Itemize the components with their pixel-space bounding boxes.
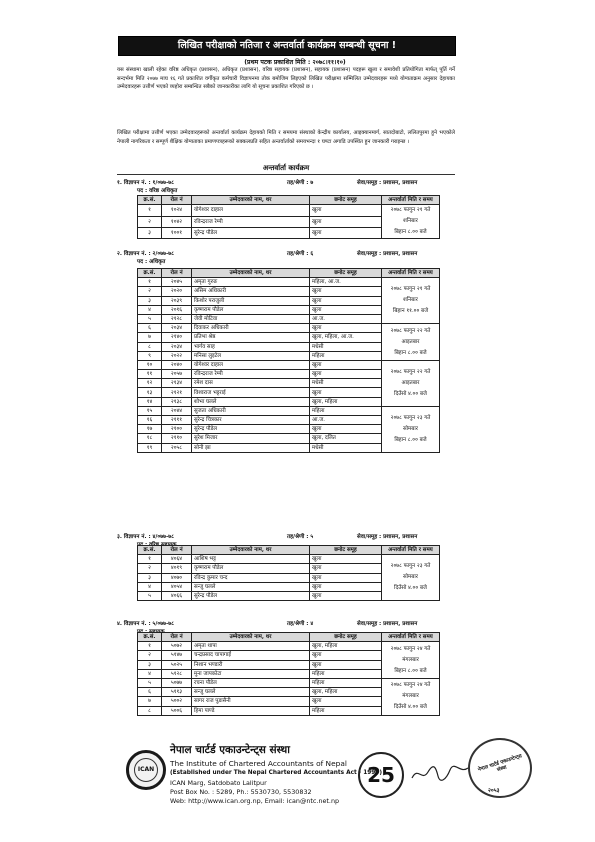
org-contact: Post Box No. : 5289, Ph.: 5530730, 5530832 [170,788,312,796]
cell-name: मुना जापकोटा [192,669,310,678]
cell-group: खुला [310,360,382,369]
cell-group: खुला [310,591,382,600]
schedule-line: बिहान ११.०० बजे [392,308,429,315]
cell-name: सुरेन्द्र चित्रकार [192,416,310,425]
cell-name: निशान भण्डारी [192,660,310,669]
cell-name: प्रतिभा श्रेष्ठ [192,333,310,342]
cell-name: असिम अधिकारी [192,287,310,296]
cell-sn: २ [138,216,162,227]
cell-name: सन्जु घलले [192,688,310,697]
section-level: तह/श्रेणी : ६ [287,251,314,257]
section-post: पद : वरिष्ठ अधिकृत [137,188,178,194]
cell-group: महिला [310,669,382,678]
section-service: सेवा/समूह : प्रशासन, प्रशासन [357,251,418,257]
cell-sn: ३ [138,660,162,669]
section-post: पद : अधिकृत [137,259,166,265]
schedule-line: सोमबार [403,425,418,432]
cell-group: महिला [310,351,382,360]
cell-group: खुला, महिला, आ.ज. [310,333,382,342]
program-title: अन्तर्वार्ता कार्यक्रम [117,164,455,175]
cell-name: सुरेन्द्र पौडेल [192,227,310,238]
cell-name: मनिसा लुइटेल [192,351,310,360]
cell-roll: १००१ [162,227,192,238]
candidate-table [137,545,440,601]
cell-group: खुला [310,296,382,305]
cell-group: मधेसी [310,379,382,388]
cell-sn: ७ [138,333,162,342]
cell-group: खुला [310,564,382,573]
section-ad-line: १. विज्ञापन नं. : १/०७७-७८ [117,180,175,186]
cell-sn: ४ [138,669,162,678]
cell-sn: ४ [138,305,162,314]
publish-date: (प्रथम पटक प्रकाशित मिति : २०७८।११।१०) [244,59,346,66]
cell-name: रचना पौडेल [192,678,310,687]
cell-sn: १२ [138,379,162,388]
instruction-paragraph: लिखित परीक्षामा उत्तीर्ण भएका उम्मेदवारहरूको अन्तर्वार्ता कार्यक्रम देहायको मिति र समयमा संस्थाको केन्द्रीय कार्यालय, आइक्यानमार्ग, सातदोबाटो, ललितपुरमा हुने भएकोले नेपाली नागरिकता र सम्पूर्ण शैक्षिक योग्यताका प्रमाणपत्रहरूको सक्कलप्रति सहित अन्तर्वार्ताको समयभन्दा १ घण्टा अगाडि उपस्थित हुन जानकारी गराइन्छ । [117,130,455,145]
cell-name: चन्द्रप्रसाद चापागाईं [192,651,310,660]
section-level: तह/श्रेणी : ५ [287,534,314,540]
cell-roll: २०४५ [162,278,192,287]
table-row [138,678,440,687]
cell-group: खुला [310,305,382,314]
header-schedule: अन्तर्वार्ता मिति र समय [382,269,440,278]
cell-sn: ५ [138,591,162,600]
cell-roll: ५००६ [162,706,192,715]
org-established: (Established under The Nepal Chartered Accountants Act - 1997) [170,770,383,776]
cell-sn: ३ [138,227,162,238]
cell-name: दिवाकर अधिकारी [192,324,310,333]
schedule-line: दिउँसो ४.०० बजे [394,390,427,397]
schedule-line: २०७८ फागुन २३ गते [390,563,431,570]
cell-roll: २०२० [162,287,192,296]
cell-roll: २१२१ [162,388,192,397]
table-row [138,555,440,564]
cell-group: खुला [310,660,382,669]
interview-schedule [382,678,440,715]
cell-sn: ४ [138,582,162,591]
ican-logo [126,750,166,790]
cell-sn: १७ [138,425,162,434]
header-schedule: अन्तर्वार्ता मिति र समय [382,546,440,555]
table-row [138,360,440,369]
cell-name: सुरेन्द्र पौडेल [192,425,310,434]
cell-group: खुला [310,573,382,582]
section-service: सेवा/समूह : प्रशासन, प्रशासन [357,180,418,186]
cell-sn: १५ [138,406,162,415]
cell-sn: १ [138,205,162,216]
schedule-line: बिहान ८.०० बजे [394,667,427,674]
cell-sn: ५ [138,678,162,687]
schedule-line: २०७८ फागुन २४ गते [390,682,431,689]
cell-group: महिला, आ.ज. [310,278,382,287]
cell-roll: २१३८ [162,397,192,406]
schedule-line: आइतबार [401,379,420,386]
interview-schedule [382,324,440,361]
cell-sn: १८ [138,434,162,443]
cell-name: भार्गव साह [192,342,310,351]
table-row [138,278,440,287]
cell-roll: २१०० [162,425,192,434]
cell-sn: २ [138,564,162,573]
stamp-year: २०५३ [488,788,500,794]
cell-group: आ.ज. [310,314,382,323]
cell-group: खुला, महिला [310,688,382,697]
header-name: उम्मेदवारको नाम, थर [192,269,310,278]
cell-name: शोभा घलले [192,397,310,406]
cell-name: कृष्णराम पौडेल [192,564,310,573]
schedule-line: बिहान ८.०० बजे [394,229,427,236]
cell-roll: ४०७० [162,573,192,582]
cell-roll: २०३९ [162,296,192,305]
section-ad-line: ४. विज्ञापन नं. : ५/०७७-७८ [117,621,175,627]
cell-group: खुला [310,582,382,591]
official-stamp [468,738,532,798]
cell-name: रविन्द्रराज रेग्मी [192,216,310,227]
header-roll: रोल नं [162,196,192,205]
cell-sn: १३ [138,388,162,397]
cell-roll: १०२४ [162,205,192,216]
cell-group: महिला [310,678,382,687]
cell-roll: ४०५४ [162,582,192,591]
cell-roll: ५००२ [162,697,192,706]
cell-group: खुला, महिला [310,397,382,406]
cell-roll: २०५७ [162,370,192,379]
cell-sn: ८ [138,342,162,351]
cell-roll: २१४० [162,333,192,342]
schedule-line: २०७८ फागुन २४ गते [390,645,431,652]
interview-schedule [382,360,440,406]
cell-roll: ५०२५ [162,660,192,669]
header-group: छनोट समूह [310,546,382,555]
cell-sn: १४ [138,397,162,406]
cell-sn: १० [138,360,162,369]
section-service: सेवा/समूह : प्रशासन, प्रशासन [357,534,418,540]
header-roll: रोल नं [162,269,192,278]
cell-roll: ५११३ [162,688,192,697]
header-roll: रोल नं [162,633,192,642]
cell-name: हिमा पाण्डे [192,706,310,715]
section-level: तह/श्रेणी : ७ [287,180,314,186]
cell-roll: २१११ [162,416,192,425]
ican-logo-text: ICAN [134,758,158,782]
cell-roll: ५०७७ [162,678,192,687]
header-sn: क्र.सं. [138,546,162,555]
schedule-line: २०७८ फागुन २२ गते [390,327,431,334]
table-row [138,406,440,415]
section-header [117,249,457,257]
cell-sn: ६ [138,324,162,333]
cell-roll: २१२८ [162,314,192,323]
anniversary-number: 25 [367,763,395,787]
interview-schedule [382,555,440,601]
cell-name: जेवी मोटिवा [192,314,310,323]
cell-sn: ५ [138,314,162,323]
section-ad-line: २. विज्ञापन नं. : २/०७७-७८ [117,251,175,257]
header-name: उम्मेदवारको नाम, थर [192,633,310,642]
schedule-line: बिहान ८.०० बजे [394,436,427,443]
cell-group: खुला [310,697,382,706]
schedule-line: २०७८ फागुन २३ गते [390,414,431,421]
schedule-line: शनिबार [403,218,418,225]
header-sn: क्र.सं. [138,196,162,205]
cell-roll: २०३४ [162,342,192,351]
schedule-line: बिहान ८.०० बजे [394,349,427,356]
header-schedule: अन्तर्वार्ता मिति र समय [382,633,440,642]
cell-roll: ४०६६ [162,591,192,600]
header-group: छनोट समूह [310,269,382,278]
section-level: तह/श्रेणी : ४ [287,621,314,627]
cell-name: सोनी झा [192,443,310,452]
cell-roll: २०३४ [162,324,192,333]
section-header [117,619,457,627]
section-ad-line: ३. विज्ञापन नं. : ४/०७७-७८ [117,534,175,540]
cell-name: रविन्द्र कुमार चन्द [192,573,310,582]
header-roll: रोल नं [162,546,192,555]
cell-sn: ८ [138,706,162,715]
cell-roll: १०४२ [162,216,192,227]
table-row [138,642,440,651]
cell-name: किशोर पराजुली [192,296,310,305]
cell-roll: ४०६४ [162,555,192,564]
cell-roll: ४०१९ [162,564,192,573]
header-group: छनोट समूह [310,196,382,205]
schedule-line: २०७८ फागुन २१ गते [390,207,431,214]
cell-sn: १ [138,278,162,287]
table-row [138,324,440,333]
cell-name: योगेश्वर दाहाल [192,205,310,216]
cell-roll: २०४० [162,360,192,369]
cell-roll: २११० [162,434,192,443]
org-name-nepali: नेपाल चार्टर्ड एकाउन्टेन्ट्स संस्था [170,744,290,756]
header-schedule: अन्तर्वार्ता मिति र समय [382,196,440,205]
cell-group: खुला, महिला [310,642,382,651]
candidate-table [137,195,440,239]
interview-schedule [382,278,440,324]
cell-name: विश्वराज भट्टराई [192,388,310,397]
schedule-line: २०७८ फागुन २१ गते [390,286,431,293]
cell-group: खुला [310,227,382,238]
cell-sn: ६ [138,688,162,697]
cell-group: खुला [310,216,382,227]
candidate-table [137,268,440,453]
cell-name: अमृता थापा [192,642,310,651]
cell-name: सन्जु घलले [192,582,310,591]
cell-group: खुला, दलित [310,434,382,443]
cell-group: खुला [310,651,382,660]
cell-sn: २ [138,651,162,660]
notice-title: लिखित परीक्षाको नतिजा र अन्तर्वार्ता कार्यक्रम सम्बन्धी सूचना ! [118,36,456,56]
cell-group: महिला [310,706,382,715]
interview-schedule [382,205,440,239]
cell-roll: ५०७२ [162,642,192,651]
cell-name: सुरेश मिजार [192,434,310,443]
schedule-line: मंगलबार [402,693,419,700]
cell-name: अमृता गुरुङ [192,278,310,287]
cell-roll: ५१२८ [162,669,192,678]
candidate-table [137,632,440,716]
cell-group: महिला [310,406,382,415]
cell-name: सागर राज पुडासैनी [192,697,310,706]
org-web-email: Web: http://www.ican.org.np, Email: ican@ntc.net.np [170,797,340,805]
cell-group: मधेसी [310,443,382,452]
cell-group: खुला [310,287,382,296]
cell-sn: ११ [138,370,162,379]
cell-sn: ७ [138,697,162,706]
cell-group: खुला [310,388,382,397]
cell-sn: १ [138,555,162,564]
stamp-text: नेपाल चार्टर्ड एकाउन्टेन्ट्स संस्था [477,753,523,774]
cell-group: खुला [310,370,382,379]
cell-name: सुजता अधिकारी [192,406,310,415]
cell-sn: २ [138,287,162,296]
cell-group: आ.ज. [310,416,382,425]
cell-sn: ३ [138,296,162,305]
table-row [138,205,440,216]
cell-name: सुरेन्द्र पौडेल [192,591,310,600]
cell-sn: १६ [138,416,162,425]
schedule-line: २०७८ फागुन २२ गते [390,368,431,375]
anniversary-logo [358,752,404,798]
cell-roll: २०२२ [162,351,192,360]
cell-roll: २१३४ [162,379,192,388]
cell-group: मधेसी [310,342,382,351]
section-service: सेवा/समूह : प्रशासन, प्रशासन [357,621,418,627]
cell-roll: २०१६ [162,305,192,314]
schedule-line: सोमबार [403,574,418,581]
header-sn: क्र.सं. [138,269,162,278]
cell-name: कृष्णराम पौडेल [192,305,310,314]
cell-group: खुला [310,324,382,333]
schedule-line: शनिबार [403,297,418,304]
cell-roll: ५१४७ [162,651,192,660]
cell-sn: ३ [138,573,162,582]
header-sn: क्र.सं. [138,633,162,642]
interview-schedule [382,642,440,679]
cell-group: खुला [310,205,382,216]
schedule-line: मंगलबार [402,656,419,663]
cell-roll: २०५८ [162,443,192,452]
cell-name: योगेश्वर दाहाल [192,360,310,369]
org-address: ICAN Marg, Satdobato Lalitpur [170,779,267,787]
section-header [117,178,457,186]
section-header [117,532,457,540]
schedule-line: आइतबार [401,338,420,345]
cell-group: खुला [310,555,382,564]
header-name: उम्मेदवारको नाम, थर [192,546,310,555]
intro-paragraph: यस संस्थामा खाली रहेका वरिष्ठ अधिकृत (प्रशासन), अधिकृत (प्रशासन), वरिष्ठ सहायक (प्रशासन), सहायक (प्रशासन) पदहरू खुला र समावेशी प्रतियोगिता मार्फत् पूर्ति गर्ने सन्दर्भमा मिति २०७७ माघ १६ गते प्रकाशित वर्गीकृत कर्मचारी विज्ञापनमा तोक बमोजिम लिइएको लिखित परीक्षामा सम्मिलित उम्मेदवारहरू मध्ये योग्यताक्रम अनुसार देहायका उम्मेदवारहरू उत्तीर्ण भएको व्यहोरा सम्बन्धित सबैको जानकारीका लागि यो सूचना प्रकाशित गरिएको छ । [117,67,455,91]
cell-name: रमेश दास [192,379,310,388]
signature [410,764,470,784]
cell-sn: १ [138,642,162,651]
cell-sn: ९ [138,351,162,360]
cell-name: रविन्द्रराज रेग्मी [192,370,310,379]
cell-name: आशिष भट्ट [192,555,310,564]
cell-sn: १९ [138,443,162,452]
cell-roll: २०४४ [162,406,192,415]
header-group: छनोट समूह [310,633,382,642]
interview-schedule [382,406,440,452]
org-name-english: The Institute of Chartered Accountants of Nepal [170,759,347,768]
header-name: उम्मेदवारको नाम, थर [192,196,310,205]
schedule-line: दिउँसो ४.०० बजे [394,704,427,711]
cell-group: खुला [310,425,382,434]
schedule-line: दिउँसो ४.०० बजे [394,585,427,592]
